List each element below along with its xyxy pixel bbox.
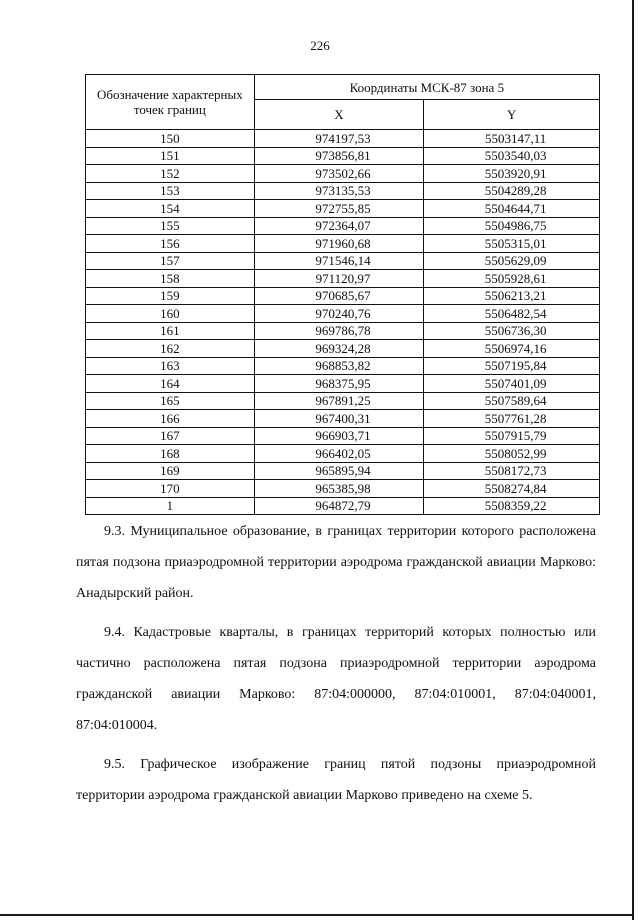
- table-body: [86, 130, 600, 515]
- x-cell: 973856,81: [254, 147, 424, 165]
- scan-edge-right: [632, 0, 634, 920]
- x-cell: 970685,67: [254, 287, 424, 305]
- point-cell: 156: [86, 235, 255, 253]
- x-cell: 973502,66: [254, 165, 424, 183]
- paragraph-9-3: 9.3. Муниципальное образование, в границах территории которого расположена пятая подзона приаэродромной территории аэродрома гражданской авиации Марково: Анадырский район.: [76, 524, 596, 601]
- y-cell: 5503540,03: [424, 147, 600, 165]
- x-cell: 966402,05: [254, 445, 424, 463]
- table-row: [86, 217, 600, 235]
- point-cell: 160: [86, 305, 255, 323]
- table-row: [86, 182, 600, 200]
- y-cell: 5504986,75: [424, 217, 600, 235]
- point-cell: 151: [86, 147, 255, 165]
- x-cell: 965385,98: [254, 480, 424, 498]
- x-cell: 973135,53: [254, 182, 424, 200]
- point-cell: 155: [86, 217, 255, 235]
- point-cell: 167: [86, 427, 255, 445]
- x-cell: 969786,78: [254, 322, 424, 340]
- y-cell: 5505928,61: [424, 270, 600, 288]
- point-cell: 164: [86, 375, 255, 393]
- y-cell: 5506974,16: [424, 340, 600, 358]
- point-cell: 153: [86, 182, 255, 200]
- y-cell: 5505629,09: [424, 252, 600, 270]
- header-coordinates: Координаты МСК-87 зона 5: [254, 75, 599, 100]
- table-row: [86, 340, 600, 358]
- x-cell: 970240,76: [254, 305, 424, 323]
- y-cell: 5506736,30: [424, 322, 600, 340]
- point-cell: 169: [86, 462, 255, 480]
- point-cell: 165: [86, 392, 255, 410]
- y-cell: 5508052,99: [424, 445, 600, 463]
- header-point-designation: Обозначение характерных точек границ: [86, 75, 255, 130]
- x-cell: 964872,79: [254, 497, 424, 515]
- y-cell: 5504289,28: [424, 182, 600, 200]
- table-row: [86, 200, 600, 218]
- table-row: [86, 445, 600, 463]
- x-cell: 974197,53: [254, 130, 424, 148]
- header-y: Y: [424, 100, 600, 130]
- table-row: [86, 392, 600, 410]
- table-row: [86, 357, 600, 375]
- y-cell: 5503147,11: [424, 130, 600, 148]
- point-cell: 1: [86, 497, 255, 515]
- coordinates-table: [85, 74, 600, 515]
- point-cell: 152: [86, 165, 255, 183]
- y-cell: 5508274,84: [424, 480, 600, 498]
- scan-edge-bottom: [0, 914, 634, 916]
- y-cell: 5507761,28: [424, 410, 600, 428]
- point-cell: 162: [86, 340, 255, 358]
- point-cell: 159: [86, 287, 255, 305]
- table-row: [86, 375, 600, 393]
- y-cell: 5508359,22: [424, 497, 600, 515]
- table-row: [86, 252, 600, 270]
- table-row: [86, 322, 600, 340]
- y-cell: 5504644,71: [424, 200, 600, 218]
- y-cell: 5505315,01: [424, 235, 600, 253]
- page-number: 226: [310, 38, 330, 53]
- header-x: X: [254, 100, 424, 130]
- point-cell: 166: [86, 410, 255, 428]
- x-cell: 965895,94: [254, 462, 424, 480]
- x-cell: 969324,28: [254, 340, 424, 358]
- table-row: [86, 497, 600, 515]
- x-cell: 971960,68: [254, 235, 424, 253]
- table-row: [86, 480, 600, 498]
- y-cell: 5503920,91: [424, 165, 600, 183]
- x-cell: 966903,71: [254, 427, 424, 445]
- table-row: [86, 235, 600, 253]
- point-cell: 168: [86, 445, 255, 463]
- paragraph-9-4: 9.4. Кадастровые кварталы, в границах территорий которых полностью или частично расположена пятая подзона приаэродромной территории аэродрома гражданской авиации Марково: 87:04:000000, 87:04:010001, 87:04:040001, 87:04:010004.: [76, 625, 596, 733]
- table-row: [86, 165, 600, 183]
- table-row: [86, 147, 600, 165]
- table-row: [86, 462, 600, 480]
- y-cell: 5507195,84: [424, 357, 600, 375]
- point-cell: 161: [86, 322, 255, 340]
- x-cell: 967400,31: [254, 410, 424, 428]
- x-cell: 972755,85: [254, 200, 424, 218]
- x-cell: 968853,82: [254, 357, 424, 375]
- table-row: [86, 130, 600, 148]
- table-row: [86, 410, 600, 428]
- paragraph-9-5: 9.5. Графическое изображение границ пятой подзоны приаэродромной территории аэродрома гражданской авиации Марково приведено на схеме 5.: [76, 757, 596, 803]
- point-cell: 150: [86, 130, 255, 148]
- table-row: [86, 270, 600, 288]
- y-cell: 5507401,09: [424, 375, 600, 393]
- table-row: [86, 427, 600, 445]
- x-cell: 971120,97: [254, 270, 424, 288]
- x-cell: 971546,14: [254, 252, 424, 270]
- table-row: [86, 305, 600, 323]
- y-cell: 5508172,73: [424, 462, 600, 480]
- point-cell: 157: [86, 252, 255, 270]
- y-cell: 5506482,54: [424, 305, 600, 323]
- point-cell: 163: [86, 357, 255, 375]
- point-cell: 158: [86, 270, 255, 288]
- x-cell: 967891,25: [254, 392, 424, 410]
- y-cell: 5506213,21: [424, 287, 600, 305]
- point-cell: 154: [86, 200, 255, 218]
- table-row: [86, 287, 600, 305]
- x-cell: 968375,95: [254, 375, 424, 393]
- y-cell: 5507915,79: [424, 427, 600, 445]
- body-text: [76, 516, 596, 819]
- point-cell: 170: [86, 480, 255, 498]
- x-cell: 972364,07: [254, 217, 424, 235]
- y-cell: 5507589,64: [424, 392, 600, 410]
